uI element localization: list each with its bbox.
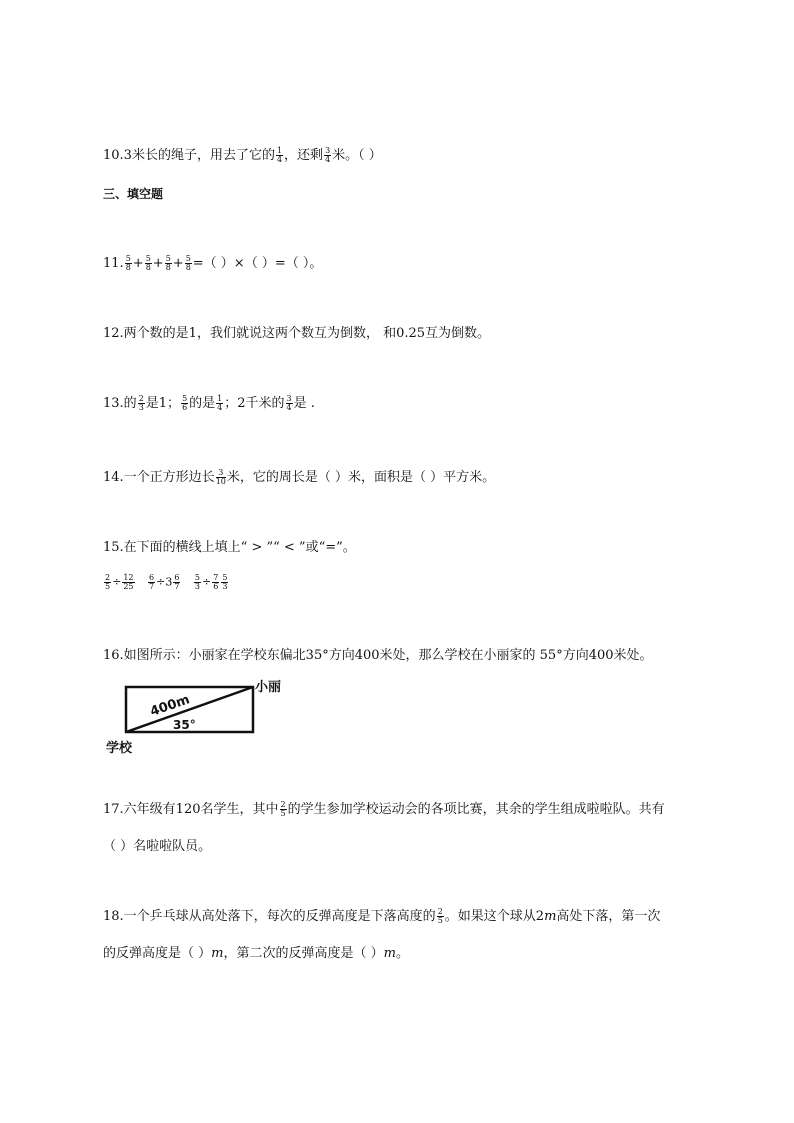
distance-label: 400m bbox=[148, 692, 192, 720]
question-15: 15.在下面的横线上填上“ > ”“ < ”或“=”。 bbox=[103, 540, 356, 555]
comparison-row bbox=[103, 574, 237, 591]
fraction: $\frac{5}{8}$ bbox=[125, 254, 131, 272]
question-10: 10.3米长的绳子，用去了它的 $\frac{1}{4}$ ，还剩 $\frac{3}{4}$ 米。（ ） bbox=[103, 146, 382, 164]
question-14: 14.一个正方形边长 $\frac{3}{10}$ 米，它的周长是（ ）米，面积是（ ）平方米。 bbox=[103, 468, 496, 486]
question-18-line-1: 18.一个乒乓球从高处落下，每次的反弹高度是下落高度的 $\frac{2}{5}$ 。如果这个球从2m高处下落，第一次 bbox=[103, 907, 661, 925]
question-17-line-2: （ ）名啦啦队员。 bbox=[103, 839, 212, 854]
fraction: $\frac{2}{5}$ bbox=[437, 907, 443, 925]
question-16: 16.如图所示：小丽家在学校东偏北35°方向400米处，那么学校在小丽家的 55°方向400米处。 bbox=[103, 648, 653, 663]
fraction: $\frac{5}{8}$ bbox=[185, 254, 191, 272]
comparison-2: $\frac{6}{7}$ ÷3 $\frac{6}{7}$ bbox=[149, 573, 180, 591]
fraction: $\frac{5}{8}$ bbox=[145, 254, 151, 272]
question-13: 13.的 $\frac{2}{3}$ 是1； $\frac{5}{6}$ 的是 $\frac{1}{4}$ ；2千米的 $\frac{3}{4}$ 是 . bbox=[103, 394, 315, 412]
q10-text: 10.3米长的绳子，用去了它的 bbox=[103, 148, 275, 163]
fraction: $\frac{1}{4}$ bbox=[217, 394, 223, 412]
question-12: 12.两个数的是1，我们就说这两个数互为倒数， 和0.25互为倒数。 bbox=[103, 326, 491, 341]
question-11: 11. $\frac{5}{8}$ + $\frac{5}{8}$ + $\frac{5}{8}$ + $\frac{5}{8}$ =（ ）×（ ）=（ ）。 bbox=[103, 254, 323, 272]
xiaoli-label: 小丽 bbox=[255, 680, 282, 695]
fraction: $\frac{1}{4}$ bbox=[276, 146, 283, 164]
question-17-line-1: 17.六年级有120名学生，其中 $\frac{2}{5}$ 的学生参加学校运动会的各项比赛，其余的学生组成啦啦队。共有 bbox=[103, 800, 665, 818]
fraction: $\frac{5}{8}$ bbox=[165, 254, 171, 272]
fraction: $\frac{3}{4}$ bbox=[325, 146, 331, 164]
comparison-1: $\frac{2}{5}$ ÷ $\frac{12}{25}$ bbox=[105, 573, 134, 591]
school-label: 学校 bbox=[106, 741, 133, 756]
fraction: $\frac{2}{5}$ bbox=[280, 800, 286, 818]
fraction: $\frac{5}{6}$ bbox=[182, 394, 188, 412]
fraction: $\frac{2}{3}$ bbox=[138, 394, 144, 412]
comparison-3: $\frac{5}{3}$ ÷ $\frac{7}{6}$ $\frac{5}{3}$ bbox=[194, 573, 228, 591]
fraction: $\frac{3}{4}$ bbox=[286, 394, 292, 412]
question-18-line-2: 的反弹高度是（ ）m，第二次的反弹高度是（ ）m。 bbox=[103, 946, 409, 961]
direction-diagram bbox=[100, 676, 300, 758]
section-heading-fill-blank: 三、填空题 bbox=[103, 187, 164, 201]
fraction: $\frac{3}{10}$ bbox=[215, 468, 226, 486]
angle-label: 35° bbox=[173, 718, 196, 732]
